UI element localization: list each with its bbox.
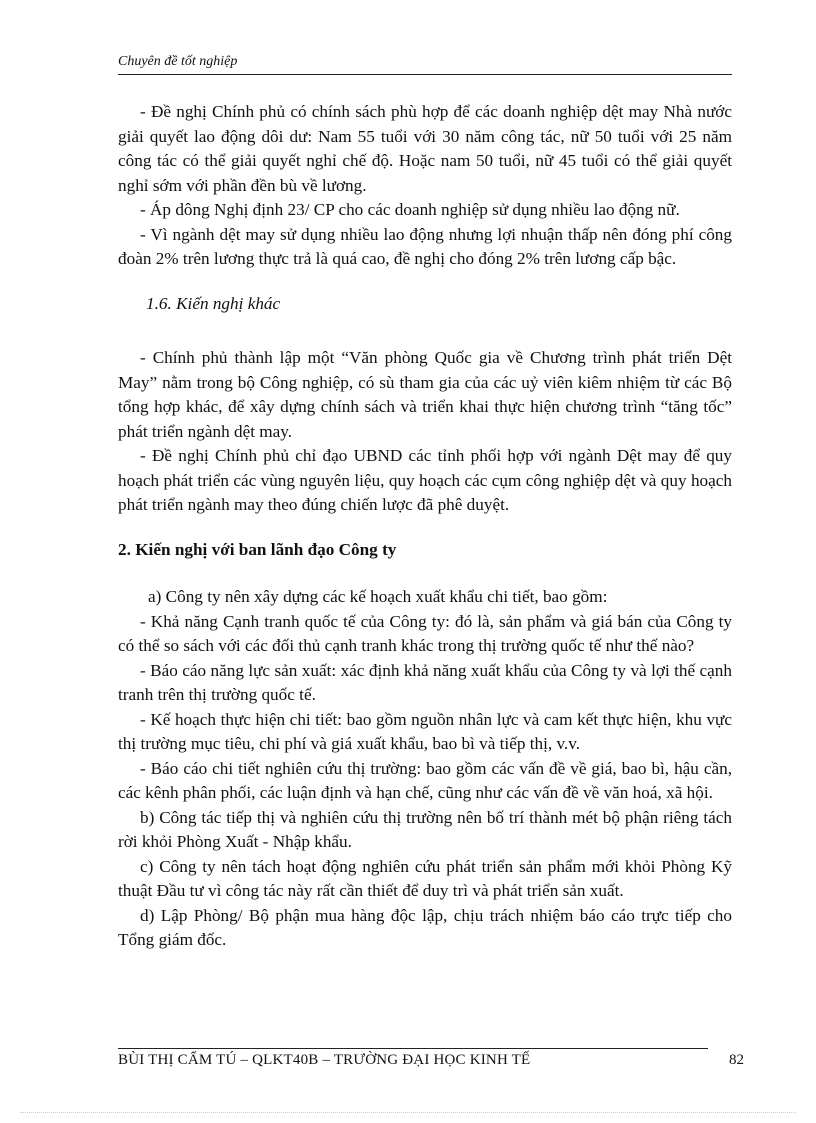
paragraph: - Áp dông Nghị định 23/ CP cho các doanh nghiệp sử dụng nhiều lao động nữ. xyxy=(140,200,680,219)
header-title: Chuyên đề tốt nghiệp xyxy=(118,54,238,69)
page-footer xyxy=(118,1052,744,1072)
list-item: d) Lập Phòng/ Bộ phận mua hàng độc lập, chịu trách nhiệm báo cáo trực tiếp cho Tổng giám đốc. xyxy=(118,905,732,949)
list-item: - Kế hoạch thực hiện chi tiết: bao gồm nguồn nhân lực và cam kết thực hiện, khu vực thị trường mục tiêu, chi phí và giá xuất khẩu, bao bì và tiếp thị, v.v. xyxy=(118,709,732,753)
list-item: - Báo cáo năng lực sản xuất: xác định khả năng xuất khẩu của Công ty và lợi thế cạnh tranh trên thị trường quốc tế. xyxy=(118,660,732,704)
subsection-heading: 1.6. Kiến nghị khác xyxy=(146,293,281,313)
footer-divider xyxy=(118,1048,708,1049)
list-item: - Báo cáo chi tiết nghiên cứu thị trường: bao gồm các vấn đề về giá, bao bì, hậu cần, các kênh phân phối, các luận định và hạn chế, cũng như các vấn đề về văn hoá, xã hội. xyxy=(118,758,732,802)
paragraph: - Đề nghị Chính phủ chỉ đạo UBND các tỉnh phối hợp với ngành Dệt may để quy hoạch phát triển các vùng nguyên liệu, quy hoạch các cụm công nghiệp dệt và quy hoạch phát triển ngành may theo đúng chiến lược đã phê duyệt. xyxy=(118,446,732,514)
list-item: b) Công tác tiếp thị và nghiên cứu thị trường nên bố trí thành mét bộ phận riêng tách rời khỏi Phòng Xuất - Nhập khẩu. xyxy=(118,807,732,851)
list-item: c) Công ty nên tách hoạt động nghiên cứu phát triển sản phẩm mới khỏi Phòng Kỹ thuật Đầu tư vì công tác này rất cần thiết để duy trì và phát triển sản xuất. xyxy=(118,856,732,900)
section-heading: 2. Kiến nghị với ban lãnh đạo Công ty xyxy=(118,539,397,559)
page-body xyxy=(118,100,732,953)
paragraph: - Đề nghị Chính phủ có chính sách phù hợp để các doanh nghiệp dệt may Nhà nước giải quyết lao động dôi dư: Nam 55 tuổi với 30 năm công tác, nữ 50 tuổi với 25 năm công tác có thể giải quyết nghỉ chế độ. Hoặc nam 50 tuổi, nữ 45 tuổi có thể giải quyết nghỉ sớm với phần đền bù về lương. xyxy=(118,102,732,195)
list-item: a) Công ty nên xây dựng các kế hoạch xuất khẩu chi tiết, bao gồm: xyxy=(148,587,608,606)
page-edge-divider xyxy=(20,1112,796,1113)
page-header xyxy=(118,52,732,75)
page-number: 82 xyxy=(729,1052,744,1068)
list-item: - Khả năng Cạnh tranh quốc tế của Công ty: đó là, sản phẩm và giá bán của Công ty có thể so sách với các đối thủ cạnh tranh khác trong thị trường quốc tế như thế nào? xyxy=(118,611,732,655)
footer-author: BÙI THỊ CẨM TÚ – QLKT40B – TRƯỜNG ĐẠI HỌC KINH TẾ xyxy=(118,1052,531,1068)
paragraph: - Vì ngành dệt may sử dụng nhiều lao động nhưng lợi nhuận thấp nên đóng phí công đoàn 2% trên lương thực trả là quá cao, đề nghị cho đóng 2% trên lương cấp bậc. xyxy=(118,224,732,268)
paragraph: - Chính phủ thành lập một “Văn phòng Quốc gia về Chương trình phát triển Dệt May” nằm trong bộ Công nghiệp, có sù tham gia của các uỷ viên kiêm nhiệm từ các Bộ tổng hợp khác, để xây dựng chính sách và triển khai thực hiện chương trình “tăng tốc” phát triển ngành dệt may. xyxy=(118,348,732,441)
